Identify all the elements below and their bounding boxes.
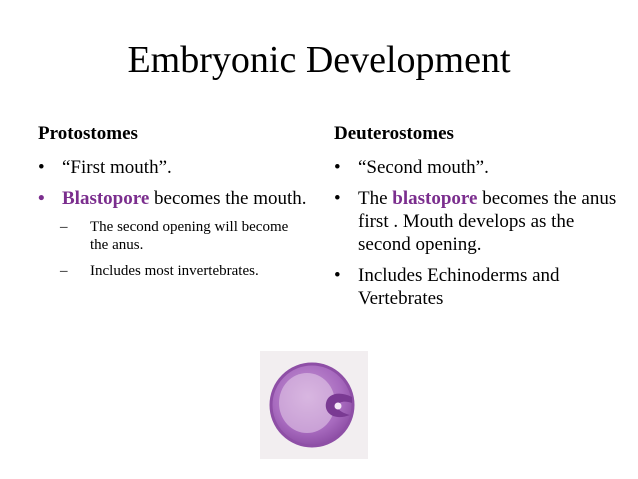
embryo-image: [260, 351, 368, 459]
dash-marker: –: [60, 219, 68, 235]
blastopore-term: blastopore: [392, 188, 478, 209]
protostomes-bullet-first-mouth: [38, 156, 308, 179]
deuterostomes-bullet-second-mouth: [334, 156, 624, 179]
protostomes-subbullet-anus: [60, 218, 308, 254]
bullet-text: becomes the anus first . Mouth develops as the second opening.: [358, 188, 617, 255]
bullet-dot: •: [334, 265, 341, 286]
deuterostomes-bullet-blastopore: [334, 187, 624, 256]
protostomes-heading: Protostomes: [38, 123, 138, 144]
subbullet-text: The second opening will become the anus.: [90, 219, 289, 253]
deuterostomes-column: [334, 122, 624, 318]
blastula-cell-illustration: [260, 351, 368, 459]
bullet-dot: •: [38, 157, 45, 178]
bullet-text: Includes Echinoderms and Vertebrates: [358, 265, 560, 309]
protostomes-subbullet-invertebrates: [60, 262, 308, 280]
deuterostomes-bullet-includes: [334, 264, 624, 310]
bullet-text: becomes the mouth.: [149, 188, 307, 209]
blastopore-opening: [335, 403, 342, 410]
subbullet-text: Includes most invertebrates.: [90, 263, 259, 279]
bullet-dot: •: [334, 157, 341, 178]
bullet-dot: •: [334, 188, 341, 209]
bullet-text: “First mouth”.: [62, 157, 172, 178]
dash-marker: –: [60, 263, 68, 279]
protostomes-column: [38, 122, 308, 288]
bullet-text: “Second mouth”.: [358, 157, 489, 178]
blastopore-term: Blastopore: [62, 188, 150, 209]
bullet-dot: •: [38, 188, 45, 209]
bullet-prefix: The: [358, 188, 393, 209]
slide-title: Embryonic Development: [127, 39, 511, 81]
protostomes-bullet-blastopore: [38, 187, 308, 210]
deuterostomes-heading: Deuterostomes: [334, 123, 454, 144]
